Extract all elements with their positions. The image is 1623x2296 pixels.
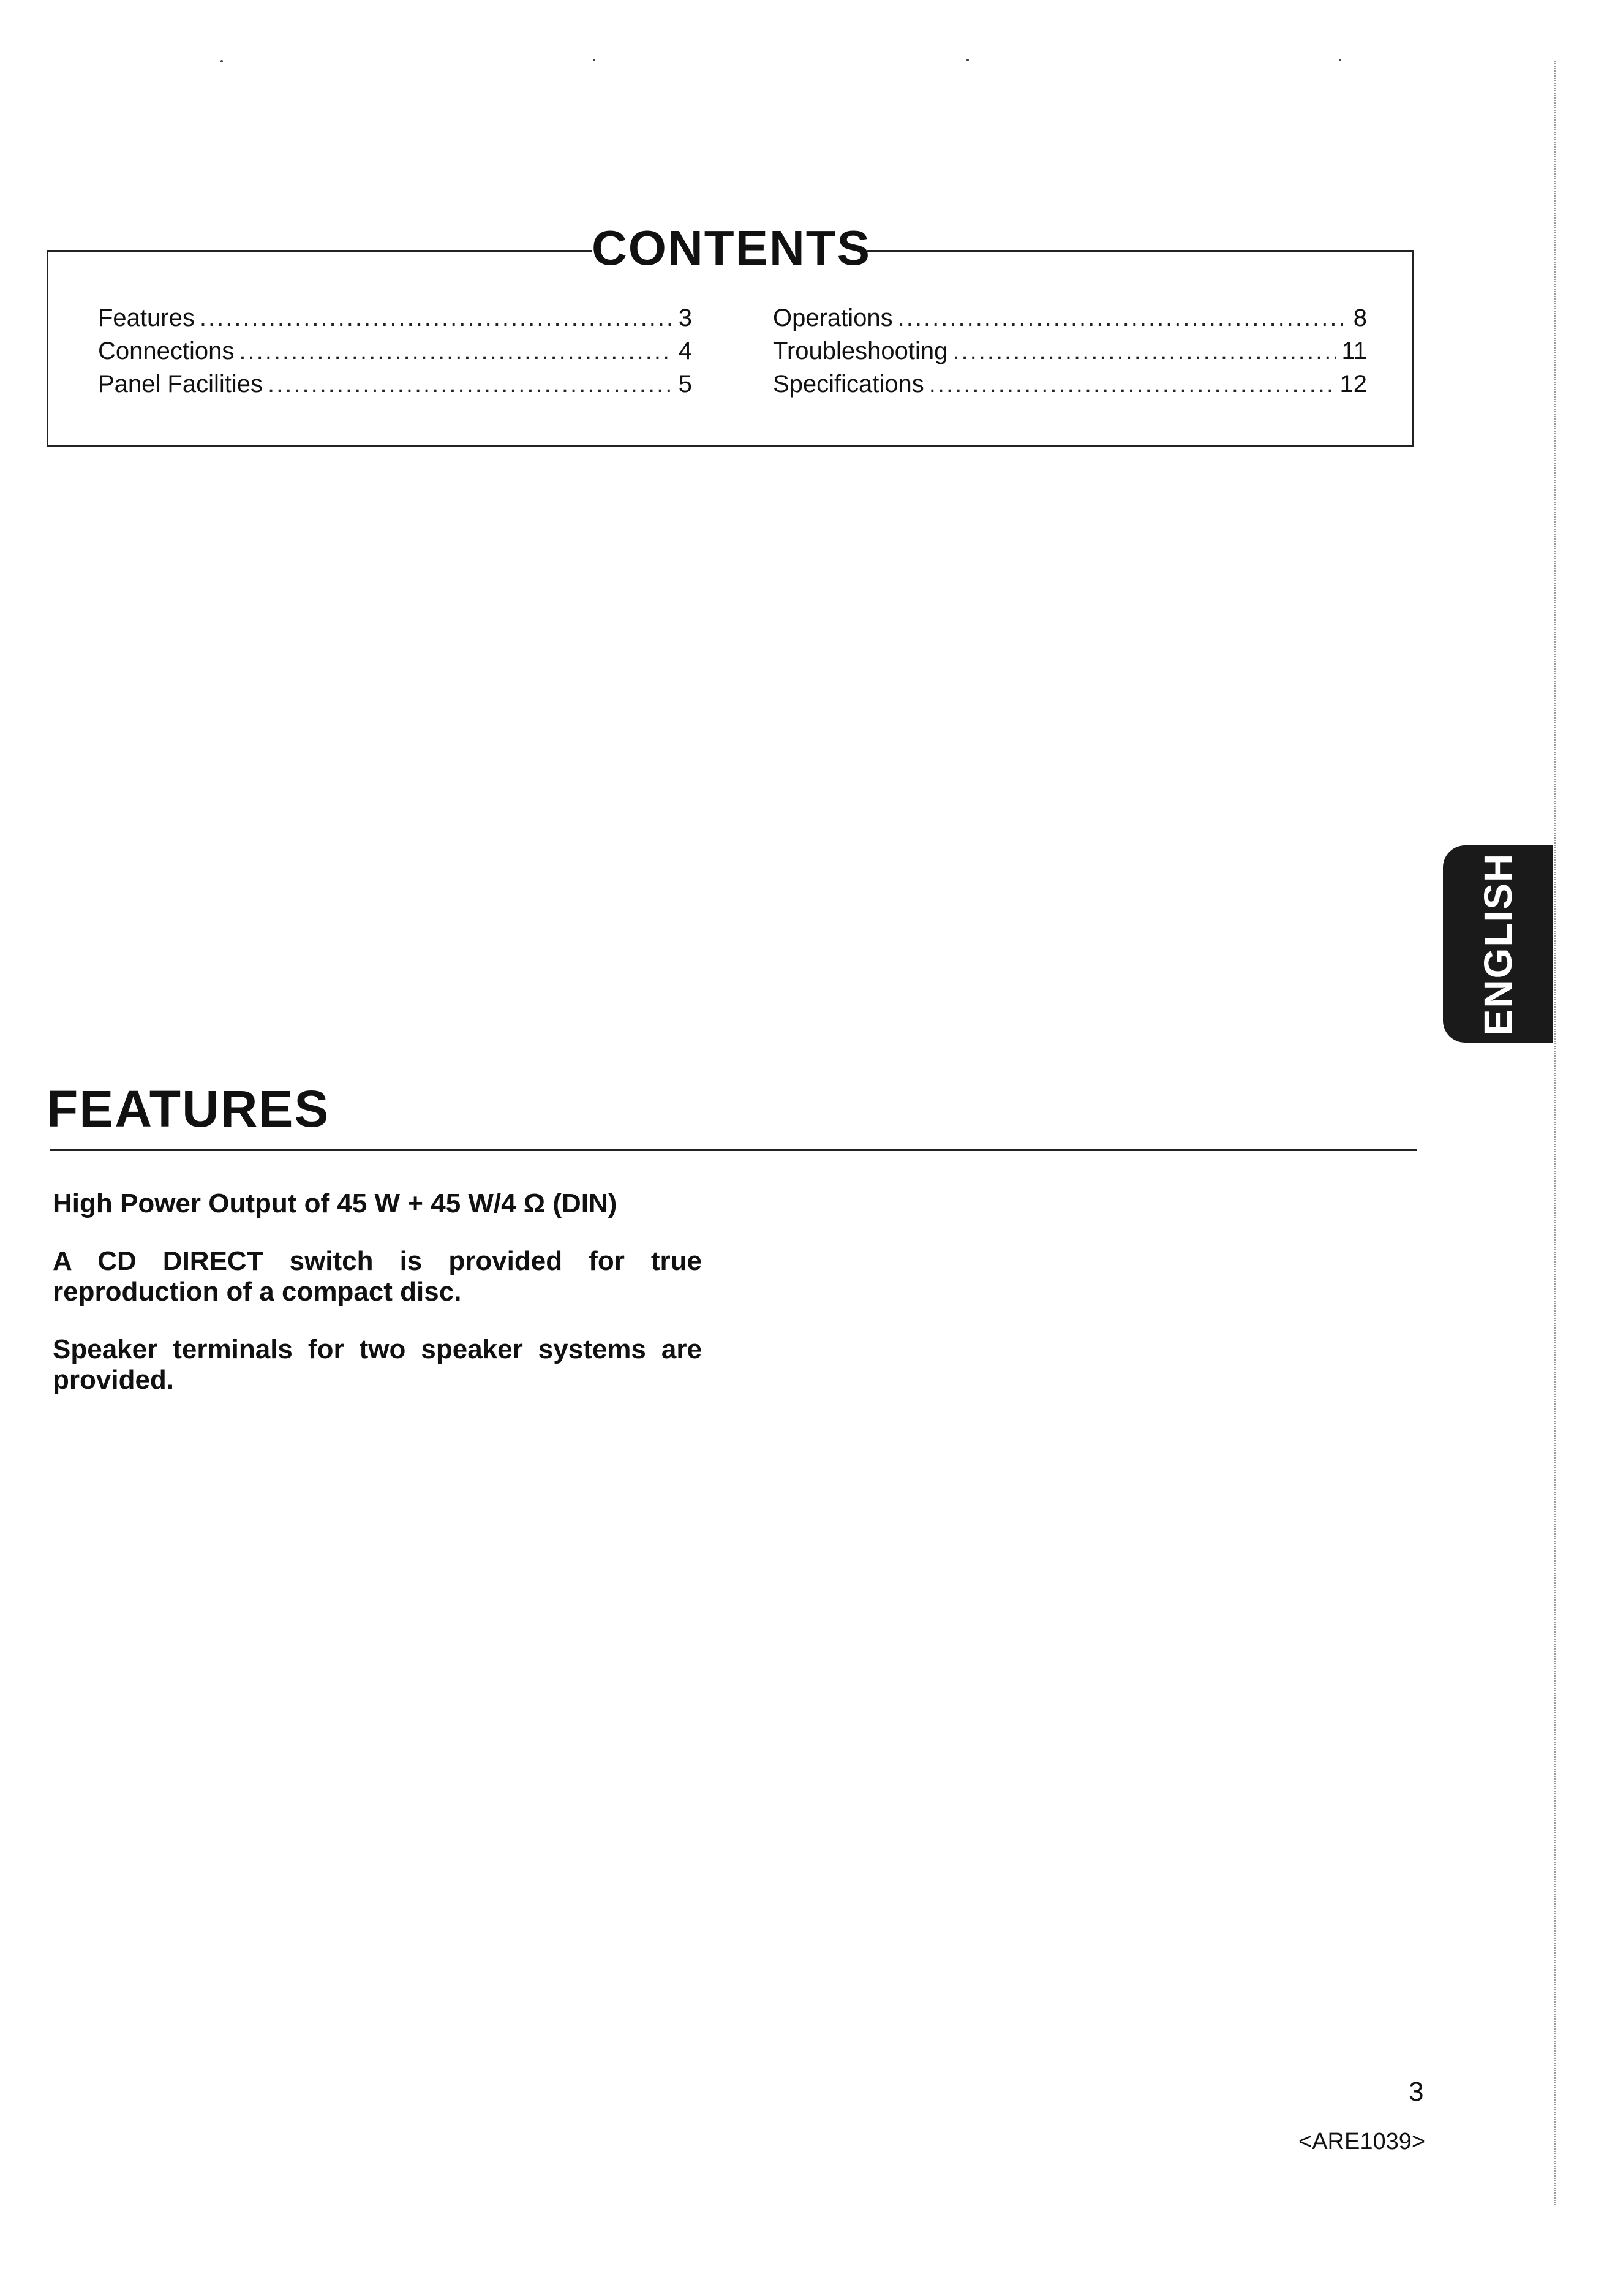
toc-entry-label: Specifications [773, 371, 924, 398]
toc-entry-label: Features [98, 304, 195, 331]
scan-speck [593, 59, 595, 61]
toc-entry-page: 12 [1339, 371, 1367, 398]
feature-item: High Power Output of 45 W + 45 W/4 Ω (DIN) [53, 1188, 617, 1218]
toc-entry[interactable] [773, 368, 1367, 401]
toc-entry-page: 3 [678, 304, 692, 331]
toc-leader-dots [898, 301, 1347, 334]
toc-entry-page: 4 [678, 338, 692, 364]
toc-entry[interactable] [98, 368, 692, 401]
toc-entry[interactable] [98, 301, 692, 334]
toc-entry-page: 5 [678, 371, 692, 398]
toc-entry-label: Troubleshooting [773, 338, 948, 364]
language-tab-label: ENGLISH [1476, 852, 1520, 1036]
toc-leader-dots [952, 334, 1336, 368]
contents-box-top-rule [867, 250, 1414, 252]
contents-right-column [773, 301, 1367, 401]
features-heading-rule [50, 1149, 1417, 1151]
feature-item: Speaker terminals for two speaker systems are provided. [53, 1334, 702, 1395]
toc-leader-dots [200, 301, 672, 334]
contents-title: CONTENTS [592, 221, 871, 275]
scan-speck [1339, 59, 1341, 61]
features-list [53, 1188, 702, 1422]
toc-leader-dots [239, 334, 672, 368]
scan-speck [966, 59, 969, 61]
language-tab [1443, 845, 1553, 1043]
toc-entry-label: Connections [98, 338, 235, 364]
scan-speck [220, 60, 223, 62]
binding-edge [1554, 61, 1556, 2205]
toc-entry[interactable] [98, 334, 692, 368]
toc-entry-page: 11 [1341, 338, 1367, 364]
toc-leader-dots [268, 368, 672, 401]
toc-entry[interactable] [773, 301, 1367, 334]
document-code: <ARE1039> [1298, 2129, 1426, 2154]
contents-left-column [98, 301, 692, 401]
page-number: 3 [1409, 2077, 1424, 2107]
toc-leader-dots [929, 368, 1335, 401]
contents-box-top-rule [47, 250, 592, 252]
features-heading: FEATURES [47, 1080, 330, 1138]
feature-item: A CD DIRECT switch is provided for true reproduction of a compact disc. [53, 1246, 702, 1307]
toc-entry-page: 8 [1353, 304, 1367, 331]
toc-entry-label: Panel Facilities [98, 371, 263, 398]
toc-entry-label: Operations [773, 304, 893, 331]
toc-entry[interactable] [773, 334, 1367, 368]
